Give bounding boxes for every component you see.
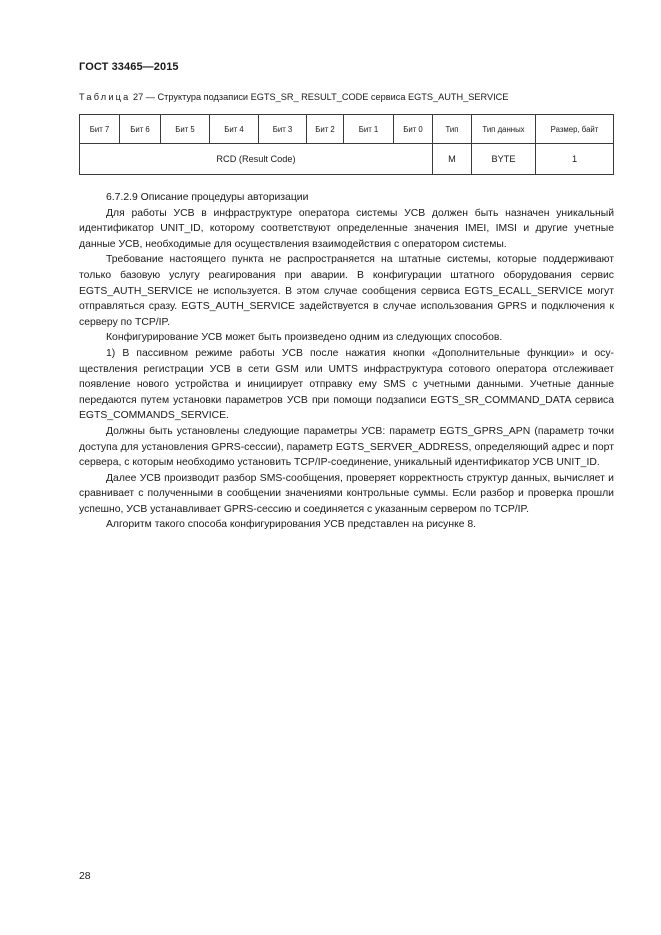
section-heading: 6.7.2.9 Описание процедуры авторизации [106,192,309,203]
paragraph: 1) В пассивном режиме работы УСВ после нажатия кнопки «Дополнительные функции» и осуществления регистрации УСВ в сети GSM или UMTS инфраструктура сотового оператора отслеживает появление нового устройства и инициирует отправку ему SMS с учетными данными. Учетные данные передаются путем установки параметров УСВ при помощи подзаписи EGTS_SR_COMMAND_DATA сервиса EGTS_COMMANDS_SERVICE. [79,347,614,422]
cell-data-type: BYTE [472,144,536,175]
paragraph: Далее УСВ производит разбор SMS-сообщения, проверяет корректность структур данных, вычисляет и сравнивает с полученными в сообщении значениями контрольные суммы. Если разбор и проверка прошли успешно, УСВ устанавливает GPRS-сессию и соединяется с указанным сервером по TCP/IP. [79,472,614,515]
paragraph: Алгоритм такого способа конфигурирования УСВ представлен на рисунке 8. [106,519,477,531]
header-cell-size: Размер, байт [536,115,614,144]
paragraph: Должны быть установлены следующие параметры УСВ: параметр EGTS_GPRS_APN (параметр точки доступа для установления GPRS-сессии), параметр EGTS_SERVER_ADDRESS, определяющий адрес и порт сервера, с которым необходимо установить TCP/IP-соединение, уникальный идентификатор УСВ UNIT_ID. [79,425,614,469]
header-cell-bit7: Бит 7 [80,115,120,144]
body-text [79,190,614,533]
header-cell-type: Тип [433,115,472,144]
table-row [80,144,614,175]
cell-size: 1 [536,144,614,175]
header-cell-bit5: Бит 5 [161,115,210,144]
table-caption-word: Таблица [79,92,131,102]
paragraph: Требование настоящего пункта не распространяется на штатные системы, которые поддерживают только базовую услугу реагирования при аварии. В конфигурации штатного оборудования сервис EGTS_AUTH_SERVICE не используется. В этом случае сообщения сервиса EGTS_ECALL_SERVICE могут отправляться сразу. EGTS_AUTH_SERVICE задействуется в случае использования GPRS и подключения к серверу по TCP/IP. [79,254,614,328]
header-cell-bit0: Бит 0 [394,115,433,144]
header-cell-bit4: Бит 4 [210,115,259,144]
paragraph: Конфигурирование УСВ может быть произведено одним из следующих способов. [106,332,503,344]
cell-type: M [433,144,472,175]
header-cell-bit1: Бит 1 [344,115,394,144]
header-cell-data-type: Тип данных [472,115,536,144]
structure-table [79,114,614,175]
header-cell-bit2: Бит 2 [307,115,344,144]
paragraph: Для работы УСВ в инфраструктуре оператора системы УСВ должен быть назначен уникальный идентификатор UNIT_ID, которому соответствуют определенные значения IMEI, IMSI и другие учетные данные УСВ, необходимые для осуществления взаимодействия с оператором системы. [79,207,614,250]
table-caption-text: 27 — Структура подзаписи EGTS_SR_ RESULT_CODE сервиса EGTS_AUTH_SERVICE [133,92,509,102]
page-number: 28 [79,871,91,882]
header-cell-bit3: Бит 3 [259,115,307,144]
cell-field-name: RCD (Result Code) [80,144,433,175]
document-header: ГОСТ 33465—2015 [79,61,179,73]
header-cell-bit6: Бит 6 [120,115,161,144]
table-header-row [80,115,614,144]
table-caption [79,92,508,102]
